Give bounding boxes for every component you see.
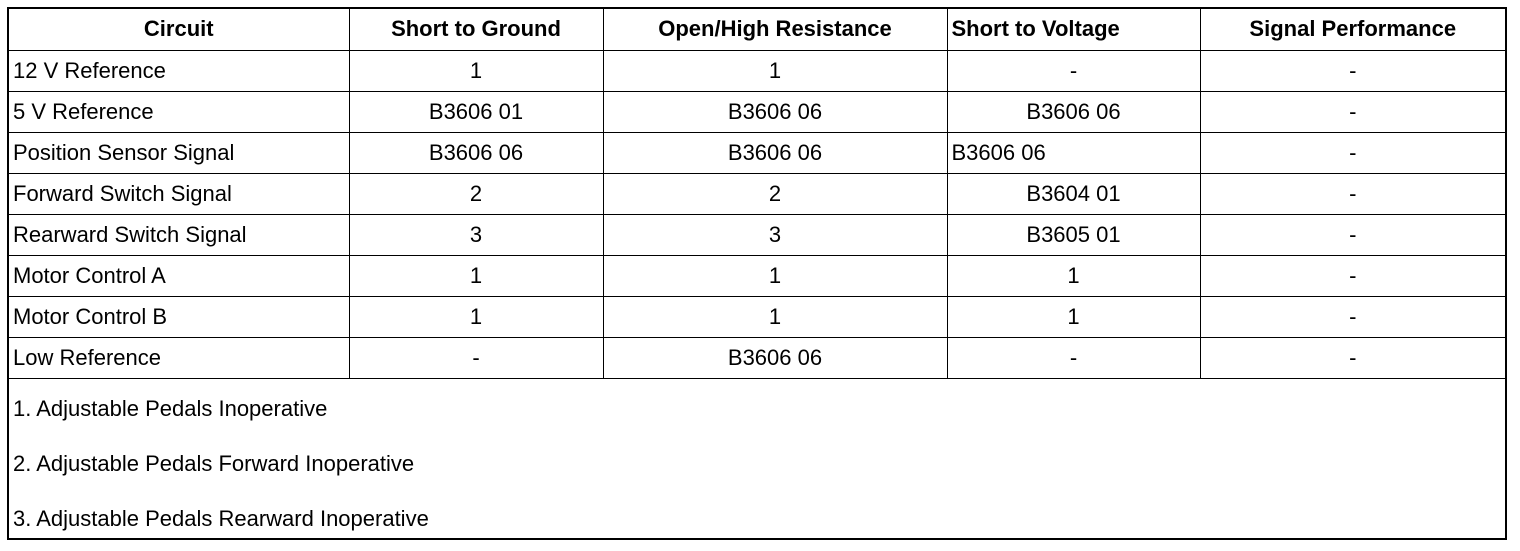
short-to-ground-cell: 3 [349, 214, 603, 255]
open-high-resistance-cell: B3606 06 [603, 91, 947, 132]
short-to-voltage-cell: 1 [947, 255, 1200, 296]
table-row [9, 255, 1505, 296]
open-high-resistance-cell: 1 [603, 296, 947, 337]
table-row [9, 50, 1505, 91]
signal-performance-cell: - [1200, 337, 1505, 378]
circuit-name-cell: Motor Control B [9, 296, 349, 337]
circuit-name-cell: Rearward Switch Signal [9, 214, 349, 255]
footnotes [9, 386, 1505, 551]
short-to-voltage-cell: B3606 06 [947, 132, 1200, 173]
open-high-resistance-cell: 1 [603, 50, 947, 91]
circuit-name-cell: Forward Switch Signal [9, 173, 349, 214]
short-to-voltage-cell: B3606 06 [947, 91, 1200, 132]
circuit-name-cell: Low Reference [9, 337, 349, 378]
short-to-voltage-cell: 1 [947, 296, 1200, 337]
short-to-voltage-cell: B3604 01 [947, 173, 1200, 214]
header-signal-performance: Signal Performance [1200, 9, 1505, 50]
signal-performance-cell: - [1200, 296, 1505, 337]
signal-performance-cell: - [1200, 173, 1505, 214]
signal-performance-cell: - [1200, 132, 1505, 173]
header-open-high-resistance: Open/High Resistance [603, 9, 947, 50]
signal-performance-cell: - [1200, 214, 1505, 255]
circuit-name-cell: Position Sensor Signal [9, 132, 349, 173]
header-short-to-ground: Short to Ground [349, 9, 603, 50]
table-row [9, 173, 1505, 214]
table-row [9, 337, 1505, 378]
short-to-voltage-cell: - [947, 337, 1200, 378]
diagnostic-table-frame [7, 7, 1507, 540]
short-to-ground-cell: B3606 01 [349, 91, 603, 132]
circuit-dtc-table [9, 9, 1505, 379]
short-to-voltage-cell: - [947, 50, 1200, 91]
circuit-name-cell: Motor Control A [9, 255, 349, 296]
table-row [9, 132, 1505, 173]
open-high-resistance-cell: 2 [603, 173, 947, 214]
header-circuit: Circuit [9, 9, 349, 50]
open-high-resistance-cell: B3606 06 [603, 132, 947, 173]
short-to-ground-cell: 1 [349, 296, 603, 337]
signal-performance-cell: - [1200, 255, 1505, 296]
short-to-ground-cell: - [349, 337, 603, 378]
table-row [9, 296, 1505, 337]
table-row [9, 91, 1505, 132]
open-high-resistance-cell: 1 [603, 255, 947, 296]
header-short-to-voltage: Short to Voltage [947, 9, 1200, 50]
short-to-ground-cell: 1 [349, 255, 603, 296]
footnote-3: 3. Adjustable Pedals Rearward Inoperative [13, 506, 429, 531]
circuit-name-cell: 5 V Reference [9, 91, 349, 132]
footnote-2: 2. Adjustable Pedals Forward Inoperative [13, 451, 415, 476]
short-to-ground-cell: 1 [349, 50, 603, 91]
short-to-ground-cell: B3606 06 [349, 132, 603, 173]
footnote-1: 1. Adjustable Pedals Inoperative [13, 396, 328, 421]
table-row [9, 214, 1505, 255]
short-to-voltage-cell: B3605 01 [947, 214, 1200, 255]
short-to-ground-cell: 2 [349, 173, 603, 214]
signal-performance-cell: - [1200, 50, 1505, 91]
circuit-name-cell: 12 V Reference [9, 50, 349, 91]
signal-performance-cell: - [1200, 91, 1505, 132]
open-high-resistance-cell: B3606 06 [603, 337, 947, 378]
open-high-resistance-cell: 3 [603, 214, 947, 255]
header-row [9, 9, 1505, 50]
